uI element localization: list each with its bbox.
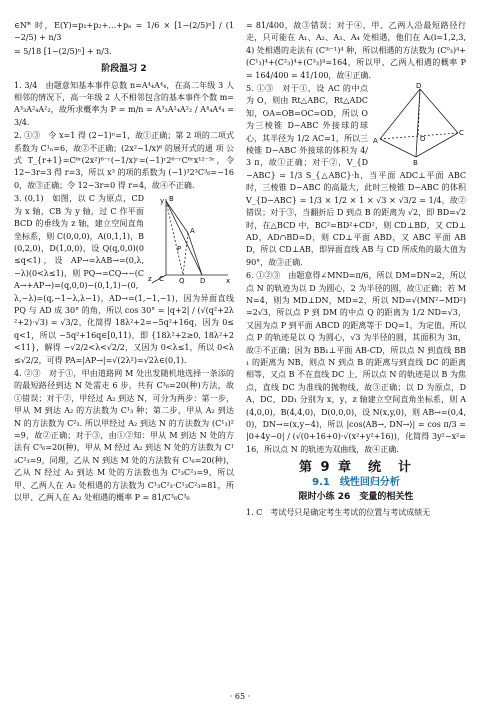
svg-text:y: y [160, 197, 165, 206]
svg-text:C: C [159, 275, 164, 284]
answer-4-continued: = 81/400，故③错误；对于④，甲、乙两人沿最短路径行走，只可能在 A₁、A₂、A₃、A₄ 处相遇，他们在 Aᵢ(i=1,2,3,4) 处相遇的走法有 (C³ⁱ⁻¹)⁴ 种，所以相遇的方法数为 (C⁰₃)⁴+(C¹₃)⁴+(C²₃)⁴+(C³₃)⁴=164，所以甲、乙两人相遇的概率 P = 164/400 = 41/100，故④正确. [246, 21, 466, 80]
answer-2: 2. ①③ 令 x=1 得 (2−1)ⁿ=1，故①正确；第 2 项的二项式系数为 C¹ₙ=6，故②不正确；(2x²−1/x)⁶ 的展开式的通 项 公 式 T_{r+1}=C⁶ʳ(2x²)⁶⁻ʳ(−1/x)ʳ=(−1)ʳ2⁶⁻ʳC⁶ʳx¹²⁻³ʳ，令 12−3r=3 得 r=3，所以 x³ 的项的系数为 (−1)³2³C³₆=−160，故③正确；令 12−3r=0 得 r=4，故④不正确. [14, 131, 235, 190]
subsection-title: 限时小练 26 变量的相关性 [298, 492, 414, 503]
section-heading: 阶段温习 2 [101, 64, 147, 75]
svg-text:A: A [190, 227, 195, 236]
svg-text:B: B [169, 195, 174, 204]
triangular-pyramid-figure [372, 83, 466, 165]
answer-prev-result: = 5/18 [1−(2/5)ⁿ] + n/3. [14, 46, 112, 56]
svg-text:C: C [459, 129, 464, 138]
svg-text:Q: Q [179, 277, 185, 286]
chapter-title: 第 9 章 统 计 [298, 460, 414, 476]
tetrahedron-coordinate-figure [148, 193, 234, 285]
right-column [246, 20, 466, 521]
svg-text:B: B [413, 159, 418, 166]
svg-text:x: x [226, 277, 231, 286]
answer-1: 1. 3/4 由题意知基本事件总数 n=A⁴₄A⁴₄，在高二年级 3 人相邻的情况下，高一年级 2 人不相邻包含的基本事件个数 m=A³₃A²₄A²₂，故所求概率为 P = m/n = A³₃A²₄A²₂ / A⁴₄A⁴₄ = 3/4. [14, 80, 234, 127]
answer-ch9-1: 1. C 考试号只是确定考生考试的位置与考试成绩无 [246, 508, 431, 518]
svg-text:D: D [416, 83, 422, 91]
answer-prev-end: ∈N* 时，E(Y)=p₁+p₂+…+pₙ = 1/6 × [1−(2/5)ⁿ] / (1−2/5) + n/3 [14, 21, 234, 43]
svg-text:O: O [420, 135, 426, 144]
svg-text:A: A [373, 137, 378, 146]
answer-5: 5. ①③ 对于①，设 AC 的中点为 O，则由 Rt△ABC，Rt△ADC 知，OA=OB=OC=OD，所以 O 为三棱锥 D−ABC 外接球的球心，其半径为 1/2 AC=1，所以三棱锥 D−ABC 外接球的体积为 4/3 π，故①正确；对于②，V_{D−ABC} = 1/3 S_{△ABC}·h，当平面 ADC⊥平面 ABC 时，三棱锥 D−ABC 的高最大，此时三棱锥 D−ABC 的体积 V_{D−ABC} = 1/3 × 1/2 × 1 × √3 × √3/2 = 1/4，故②错误；对于③，当翻折后 D 到点 B 的距离为 √2，即 BD=√2 时，在△BCD 中，BC²=BD²+CD²，则 CD⊥BD，又 CD⊥AD，AD∩BD=D，则 CD⊥平面 ABD，又 ABC 平面 ABD，所以 CD⊥AB，即异面直线 AB 与 CD 所成角的最大值为 90°，故③正确. [246, 84, 466, 267]
answer-4: 4. ②③ 对于①，甲由道路网 M 处出发随机地选择一条添的的最短路径到达 N 处需走 6 步，共有 C³₆=20(种)方法，故①错误；对于②，甲经过 A₂ 到达 N，可分为两步：第一步，甲从 M 到达 A₂ 的方法数为 C¹₃ 种；第二步，甲从 A₂ 到达 N 的方法数为 C²₃. 所以甲经过 A₂ 到达 N 的方法数为 (C¹₃)²=9，故②正确；对于③，由①②知：甲从 M 到达 N 处的方法有 C³₆=20(种)，甲从 M 经过 A₂ 到达 N 处的方法数为 C¹₃C²₃=9，同理，乙从 N 到达 M 处的方法数有 C³₆=20(种)，乙从 N 经过 A₂ 到达 M 处的方法数也为 C¹₃C²₃=9，所以甲、乙两人在 A₂ 处相遇的方法数为 C¹₃C²₃·C¹₃C²₃=81，所以甲、乙两人在 A₂ 处相遇的概率 P = 81/C³₆C³₆ [14, 368, 234, 503]
answer-3: 3. (0,1) 如图，以 C 为原点，CD 为 x 轴，CB 为 y 轴，过 C 作平面 BCD 的垂线为 z 轴，建立空间直角坐标系，则 C(0,0,0)，A(0,1,1)，B(0,2,0)，D(1,0,0)，设 Q(q,0,0)(0≤q<1)，设 AP→=λAB→=(0,λ,−λ)(0<λ≤1)，则 PQ→=CQ→−(CA→+AP→)=(q,0,0)−(0,1,1)−(0,λ,−λ)=(q,−1−λ,λ−1)，AD→=(1,−1,−1)，因为异面直线 PQ 与 AD 成 30° 的角，所以 cos 30° = |q+2| / (√(q²+2λ²+2)·√3) = √3/2，化简得 18λ²+2=−5q²+16q，因为 0≤q<1，所以 −5q²+16q∈[0,11)，即 {18λ²+2≥0, 18λ²+2<11}，解得 −√2/2<λ<√2/2，又因为 0<λ≤1，所以 0<λ≤√2/2，可得 PA=|AP→|=√(2λ²)=√2λ∈(0,1). [14, 194, 234, 365]
section-title: 9.1 线性回归分析 [312, 476, 400, 488]
svg-text:P: P [177, 245, 182, 254]
left-column [14, 20, 234, 505]
svg-text:z: z [148, 275, 152, 284]
page-number: · 65 · [229, 691, 251, 701]
answer-6: 6. ①②③ 由题意得∠MND=π/6，所以 DM=DN=2，所以点 N 的轨迹为以 D 为圆心，2 为半径的圆，故①正确；若 MN=4，则为 MD⊥DN，MD=2，所以 ND=√(MN²−MD²)=2√3，所以点 P 到 DM 的中点 Q 的距离为 1/2 ND=√3，又因为点 P 到平面 ABCD 的距离等于 DQ=1，为定值，所以点 P 的轨迹是以 Q 为圆心，√3 为半径的圆，其面积为 3π，故②不正确；因为 BB₁⊥平面 AB-CD，所以点 N 到直线 BB₁ 的距离为 NB，则点 N 到点 B 的距离与到直线 DC 的距离相等，又点 B 不在直线 DC 上，所以点 N 的轨迹是以 B 为焦点，直线 DC 为准线的抛物线，故③正确；以 D 为原点，DA，DC，DD₁ 分别为 x，y，z 轴建立空间直角坐标系，则 A(4,0,0)，B(4,4,0)，D(0,0,0)，设 N(x,y,0)，则 AB→=(0,4,0)，DN→=(x,y−4)，所以 |cos⟨AB→, DN→⟩| = cos π/3 = |0+4y−0| / (√(0+16+0)·√(x²+y²+16))，化简得 3y²−x²=16，所以点 N 的轨迹为双曲线，故④正确. [246, 271, 467, 454]
svg-text:D: D [200, 277, 206, 286]
